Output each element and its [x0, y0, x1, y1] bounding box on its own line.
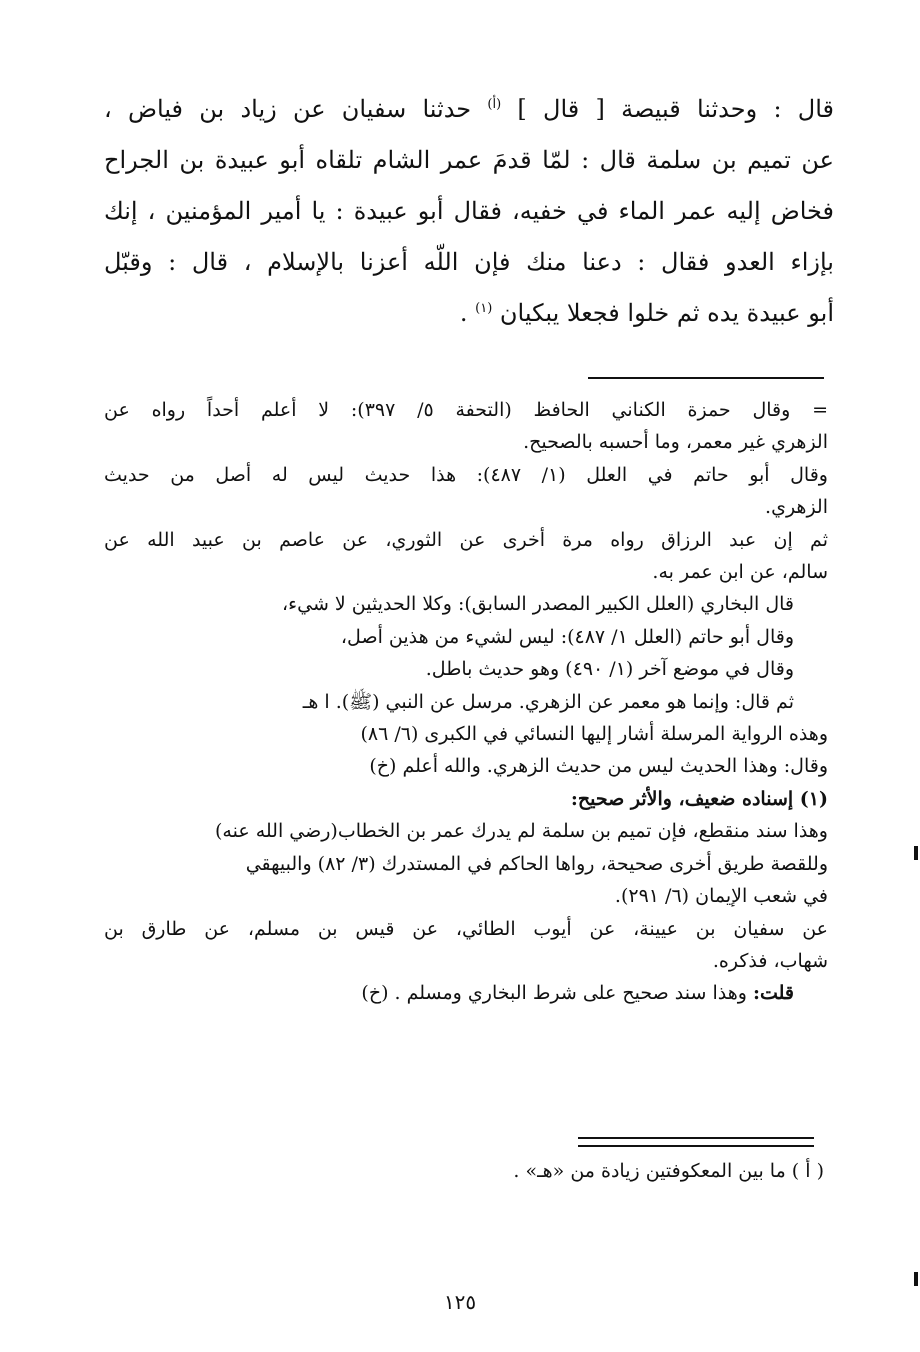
main-line: فخاض إليه عمر الماء في خفيه، فقال أبو عبيدة : يا أمير المؤمنين ، إنك	[104, 197, 834, 225]
footnote-marker-a[interactable]: (أ)	[487, 97, 502, 112]
note-line: وقال أبو حاتم (العلل ١/ ٤٨٧): ليس لشيء من هذين أصل،	[340, 625, 794, 648]
note-line: في شعب الإيمان (٦/ ٢٩١).	[614, 885, 828, 908]
note-line: وهذا سند منقطع، فإن تميم بن سلمة لم يدرك عمر بن الخطاب(رضي الله عنه)	[214, 820, 828, 843]
note-line: وهذه الرواية المرسلة أشار إليها النسائي في الكبرى (٦/ ٨٦)	[360, 723, 828, 746]
note-line: ثم إن عبد الرزاق رواه مرة أخرى عن الثوري، عن عاصم بن عبيد الله عن	[104, 528, 828, 551]
main-text-block	[104, 84, 834, 339]
page-number: ١٢٥	[443, 1290, 477, 1314]
note-line: قلت: وهذا سند صحيح على شرط البخاري ومسلم . (خ)	[361, 982, 794, 1005]
footnote-separator	[588, 377, 824, 379]
note-line: شهاب، فذكره.	[712, 949, 828, 972]
note-line: سالم، عن ابن عمر به.	[652, 561, 828, 584]
footnote-double-separator	[578, 1137, 814, 1147]
footnotes-block	[104, 394, 828, 1010]
note-line: = وقال حمزة الكناني الحافظ (التحفة ٥/ ٣٩٧): لا أعلم أحداً رواه عن	[104, 399, 828, 421]
footnote-marker-1[interactable]: (١)	[475, 301, 493, 316]
note-line: وقال: وهذا الحديث ليس من حديث الزهري. والله أعلم (خ)	[369, 755, 828, 778]
edge-mark	[914, 1272, 918, 1286]
note-line: ثم قال: وإنما هو معمر عن الزهري. مرسل عن النبي (ﷺ). ا هـ	[302, 690, 794, 713]
note-line: وللقصة طريق أخرى صحيحة، رواها الحاكم في المستدرك (٣/ ٨٢) والبيهقي	[245, 852, 828, 875]
main-line: بإزاء العدو فقال : دعنا منك فإن اللّه أعزنا بالإسلام ، قال : وقبّل	[104, 248, 834, 276]
note-heading: (١) إسناده ضعيف، والأثر صحيح:	[570, 787, 828, 810]
main-line: قال : وحدثنا قبيصة [ قال ] $^{(أ)}$ حدثنا سفيان عن زياد بن فياض ،	[104, 95, 834, 123]
note-line: قال البخاري (العلل الكبير المصدر السابق): وكلا الحديثين لا شيء،	[282, 593, 794, 616]
edge-mark	[914, 846, 918, 860]
note-line: وقال في موضع آخر (١/ ٤٩٠) وهو حديث باطل.	[425, 658, 794, 681]
main-line: عن تميم بن سلمة قال : لمّا قدمَ عمر الشام تلقاه أبو عبيدة بن الجراح	[104, 146, 834, 174]
note-line: الزهري غير معمر، وما أحسبه بالصحيح.	[523, 431, 828, 454]
main-line: أبو عبيدة يده ثم خلوا فجعلا يبكيان $^{(١)}$ .	[459, 299, 834, 327]
note-line: عن سفيان بن عيينة، عن أيوب الطائي، عن قيس بن مسلم، عن طارق بن	[104, 917, 828, 940]
footnote-a: ( أ ) ما بين المعكوفتين زيادة من «هـ» .	[513, 1160, 824, 1182]
note-line: الزهري.	[765, 496, 828, 519]
note-number: (١)	[799, 787, 828, 810]
qultu-label: قلت:	[752, 982, 794, 1005]
note-line: وقال أبو حاتم في العلل (١/ ٤٨٧): هذا حديث ليس له أصل من حديث	[104, 463, 828, 486]
